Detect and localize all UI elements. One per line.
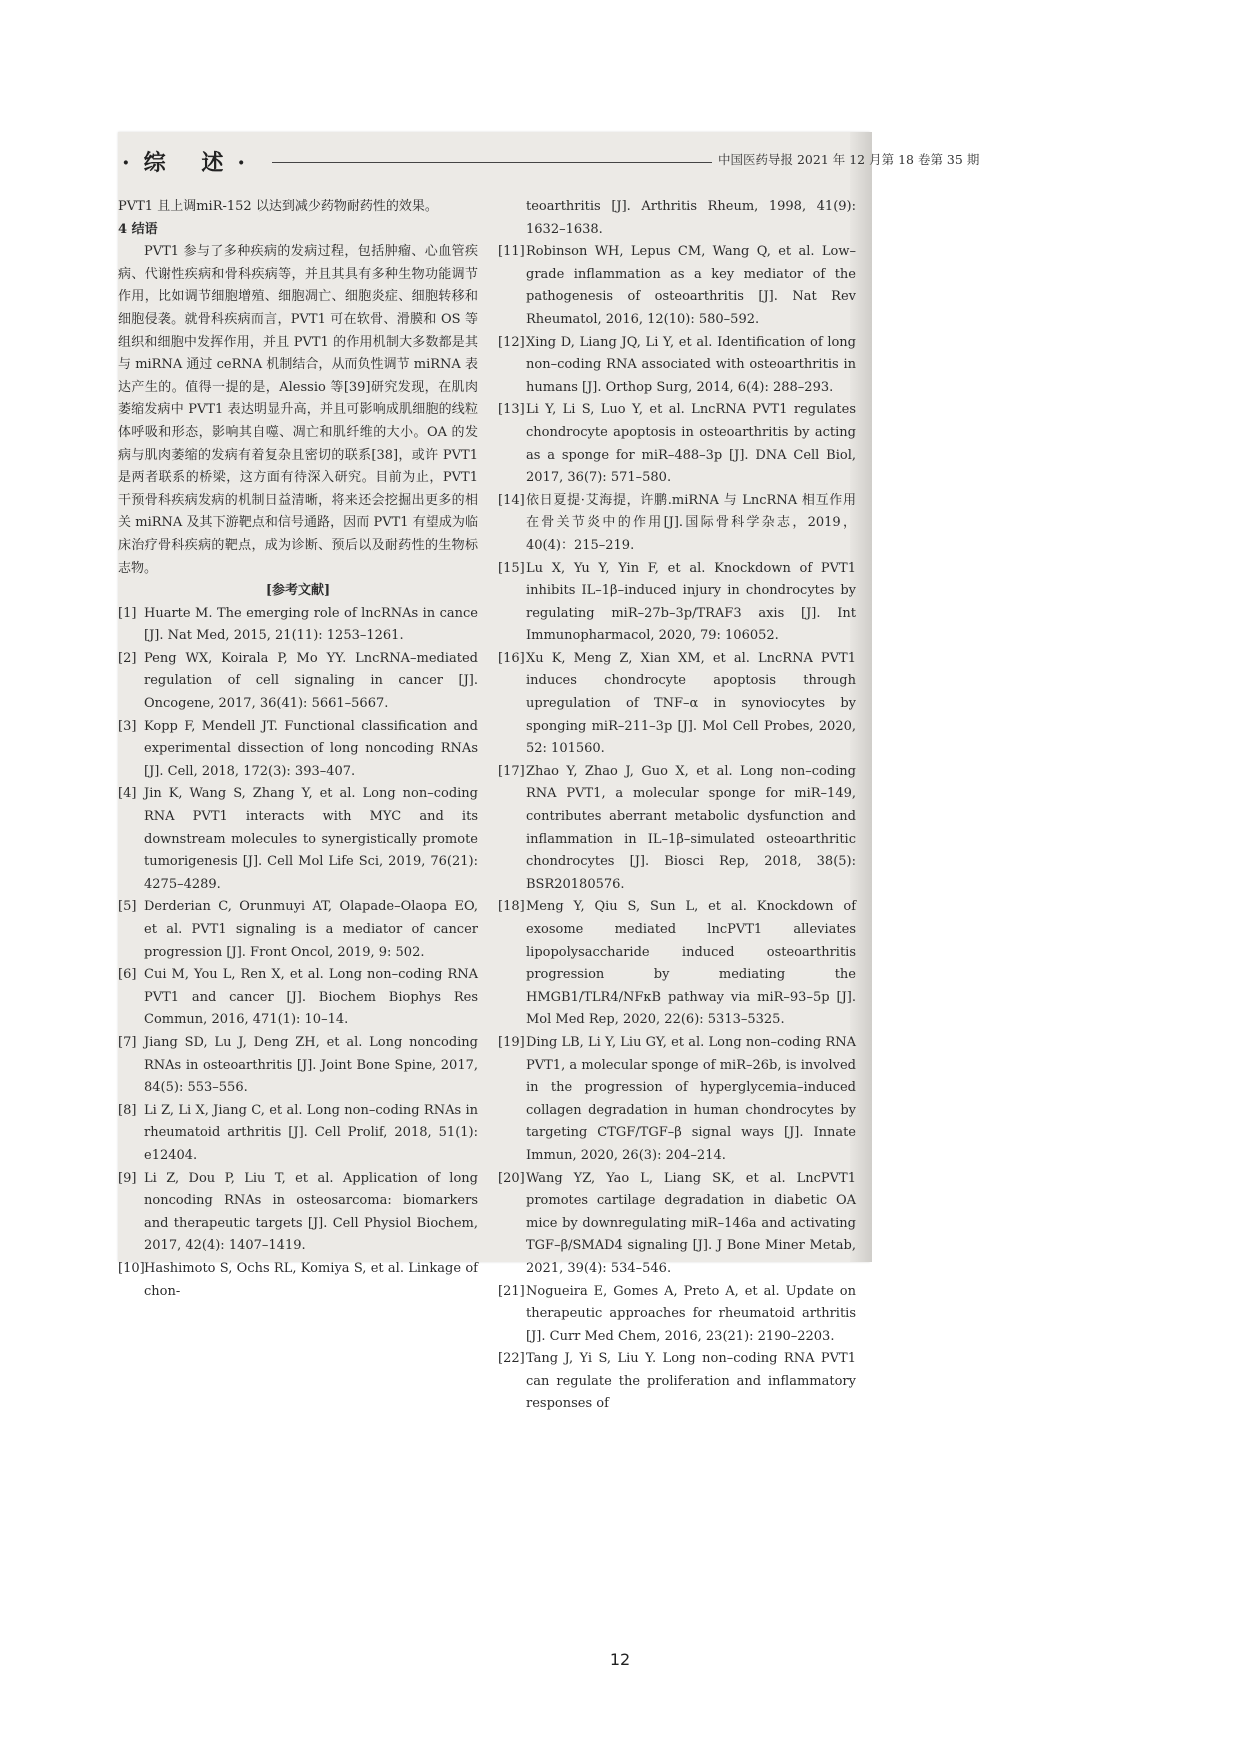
page-number: 12 bbox=[609, 1650, 631, 1669]
reference-text: Xu K, Meng Z, Xian XM, et al. LncRNA PVT1 induces chondrocyte apoptosis through upregulation of TNF–α in synoviocytes by sponging miR–211–3p [J]. Mol Cell Probes, 2020, 52: 101560. bbox=[526, 650, 856, 757]
reference-text: Jin K, Wang S, Zhang Y, et al. Long non–coding RNA PVT1 interacts with MYC and its downstream molecules to synergistically promote tumorigenesis [J]. Cell Mol Life Sci, 2019, 76(21): 4275–4289. bbox=[144, 786, 478, 892]
reference-item bbox=[498, 1281, 856, 1349]
references-title: [参考文献] bbox=[265, 583, 331, 599]
reference-item bbox=[498, 558, 856, 648]
reference-item bbox=[498, 1348, 856, 1416]
reference-continuation: teoarthritis [J]. Arthritis Rheum, 1998, 41(9): 1632–1638. bbox=[526, 199, 856, 237]
reference-text: Robinson WH, Lepus CM, Wang Q, et al. Low–grade inflammation as a key mediator of the pathogenesis of osteoarthritis [J]. Nat Rev Rheumatol, 2016, 12(10): 580–592. bbox=[526, 244, 856, 327]
reference-number: [9] bbox=[118, 1170, 137, 1186]
reference-item bbox=[498, 399, 856, 489]
reference-number: [12] bbox=[498, 334, 525, 350]
reference-text: Wang YZ, Yao L, Liang SK, et al. LncPVT1 promotes cartilage degradation in diabetic OA mice by downregulating miR–146a and activating TGF–β/SMAD4 signaling [J]. J Bone Miner Metab, 2021, 39(4): 534–546. bbox=[526, 1170, 856, 1276]
reference-item bbox=[118, 1168, 478, 1258]
reference-number: [8] bbox=[118, 1102, 137, 1118]
reference-text: Peng WX, Koirala P, Mo YY. LncRNA–mediated regulation of cell signaling in cancer [J]. Oncogene, 2017, 36(41): 5661–5667. bbox=[144, 650, 478, 712]
reference-number: [15] bbox=[498, 560, 525, 576]
reference-item bbox=[498, 1168, 856, 1281]
reference-item bbox=[498, 761, 856, 897]
reference-list-left bbox=[118, 603, 478, 1303]
reference-item bbox=[498, 896, 856, 1032]
reference-text: Derderian C, Orunmuyi AT, Olapade–Olaopa EO, et al. PVT1 signaling is a mediator of cancer progression [J]. Front Oncol, 2019, 9: 502. bbox=[144, 899, 478, 960]
reference-text: Ding LB, Li Y, Liu GY, et al. Long non–coding RNA PVT1, a molecular sponge of miR–26b, is involved in the progression of hyperglycemia–induced collagen degradation in human chondrocytes by targeting CTGF/TGF–β signal ways [J]. Innate Immun, 2020, 26(3): 204–214. bbox=[526, 1034, 856, 1163]
reference-item bbox=[498, 1032, 856, 1168]
reference-text: 依日夏提·艾海提，许鹏.miRNA 与 LncRNA 相互作用在骨关节炎中的作用[J].国际骨科学杂志，2019，40(4)：215–219. bbox=[526, 492, 856, 553]
reference-text: Kopp F, Mendell JT. Functional classification and experimental dissection of long noncoding RNAs [J]. Cell, 2018, 172(3): 393–407. bbox=[144, 718, 478, 779]
reference-item bbox=[118, 1032, 478, 1100]
reference-item bbox=[498, 241, 856, 331]
reference-item bbox=[118, 648, 478, 716]
reference-text: Nogueira E, Gomes A, Preto A, et al. Update on therapeutic approaches for rheumatoid arthritis [J]. Curr Med Chem, 2016, 23(21): 2190–2203. bbox=[526, 1283, 856, 1344]
reference-text: Meng Y, Qiu S, Sun L, et al. Knockdown of exosome mediated lncPVT1 alleviates lipopolysaccharide induced osteoarthritis progression by mediating the HMGB1/TLR4/NFκB pathway via miR–93–5p [J]. Mol Med Rep, 2020, 22(6): 5313–5325. bbox=[526, 899, 856, 1028]
reference-number: [21] bbox=[498, 1283, 525, 1299]
journal-info: 中国医药导报 2021 年 12 月第 18 卷第 35 期 bbox=[718, 152, 980, 167]
reference-text: Li Z, Li X, Jiang C, et al. Long non–coding RNAs in rheumatoid arthritis [J]. Cell Prolif, 2018, 51(1): e12404. bbox=[144, 1102, 478, 1163]
reference-number: [3] bbox=[118, 718, 137, 734]
reference-number: [11] bbox=[498, 244, 525, 260]
reference-text: Cui M, You L, Ren X, et al. Long non–coding RNA PVT1 and cancer [J]. Biochem Biophys Res Commun, 2016, 471(1): 10–14. bbox=[144, 967, 478, 1028]
reference-number: [19] bbox=[498, 1034, 525, 1050]
reference-item bbox=[118, 603, 478, 648]
left-column bbox=[118, 196, 478, 1303]
intro-line: PVT1 且上调miR-152 以达到减少药物耐药性的效果。 bbox=[118, 199, 438, 214]
reference-item bbox=[118, 716, 478, 784]
reference-number: [6] bbox=[118, 967, 137, 983]
section-heading: 4 结语 bbox=[118, 221, 158, 237]
section-title: ·综 述· bbox=[122, 150, 259, 176]
page-header bbox=[122, 146, 980, 178]
reference-number: [5] bbox=[118, 899, 137, 915]
header-rule bbox=[272, 162, 712, 163]
reference-item bbox=[118, 783, 478, 896]
reference-text: Hashimoto S, Ochs RL, Komiya S, et al. Linkage of chon- bbox=[144, 1260, 478, 1299]
right-column bbox=[498, 196, 856, 1416]
reference-number: [20] bbox=[498, 1170, 525, 1186]
conclusion-paragraph: PVT1 参与了多种疾病的发病过程，包括肿瘤、心血管疾病、代谢性疾病和骨科疾病等，并且其具有多种生物功能调节作用，比如调节细胞增殖、细胞凋亡、细胞炎症、细胞转移和细胞侵袭。就骨科疾病而言，PVT1 可在软骨、滑膜和 OS 等组织和细胞中发挥作用，并且 PVT1 的作用机制大多数都是其与 miRNA 通过 ceRNA 机制结合，从而负性调节 miRNA 表达产生的。值得一提的是，Alessio 等[39]研究发现，在肌肉萎缩发病中 PVT1 表达明显升高，并且可影响成肌细胞的线粒体呼吸和形态，影响其自噬、凋亡和肌纤维的大小。OA 的发病与肌肉萎缩的发病有着复杂且密切的联系[38]，或许 PVT1 是两者联系的桥梁，这方面有待深入研究。目前为止，PVT1 干预骨科疾病发病的机制日益清晰，将来还会挖掘出更多的相关 miRNA 及其下游靶点和信号通路，因而 PVT1 有望成为临床治疗骨科疾病的靶点，成为诊断、预后以及耐药性的生物标志物。 bbox=[118, 244, 478, 576]
reference-item bbox=[118, 1100, 478, 1168]
reference-text: Li Z, Dou P, Liu T, et al. Application of long noncoding RNAs in osteosarcoma: biomarkers and therapeutic targets [J]. Cell Physiol Biochem, 2017, 42(4): 1407–1419. bbox=[144, 1170, 478, 1254]
reference-number: [2] bbox=[118, 650, 137, 666]
reference-text: Huarte M. The emerging role of lncRNAs in cance [J]. Nat Med, 2015, 21(11): 1253–1261. bbox=[144, 605, 478, 644]
reference-item bbox=[498, 490, 856, 558]
reference-text: Lu X, Yu Y, Yin F, et al. Knockdown of PVT1 inhibits IL–1β–induced injury in chondrocytes by regulating miR–27b–3p/TRAF3 axis [J]. Int Immunopharmacol, 2020, 79: 106052. bbox=[526, 560, 856, 644]
reference-text: Li Y, Li S, Luo Y, et al. LncRNA PVT1 regulates chondrocyte apoptosis in osteoarthritis by acting as a sponge for miR–488–3p [J]. DNA Cell Biol, 2017, 36(7): 571–580. bbox=[526, 402, 856, 486]
reference-number: [4] bbox=[118, 786, 137, 802]
reference-text: Zhao Y, Zhao J, Guo X, et al. Long non–coding RNA PVT1, a molecular sponge for miR–149, contributes aberrant metabolic dysfunction and inflammation in IL–1β–simulated osteoarthritic chondrocytes [J]. Biosci Rep, 2018, 38(5): BSR20180576. bbox=[526, 763, 856, 892]
reference-number: [10] bbox=[118, 1260, 145, 1276]
reference-number: [13] bbox=[498, 402, 525, 418]
reference-number: [17] bbox=[498, 763, 525, 779]
reference-text: Xing D, Liang JQ, Li Y, et al. Identification of long non–coding RNA associated with osteoarthritis in humans [J]. Orthop Surg, 2014, 6(4): 288–293. bbox=[526, 334, 856, 395]
reference-number: [16] bbox=[498, 650, 525, 666]
reference-number: [14] bbox=[498, 492, 525, 508]
reference-number: [22] bbox=[498, 1351, 525, 1367]
reference-item bbox=[498, 648, 856, 761]
reference-item bbox=[118, 896, 478, 964]
reference-number: [1] bbox=[118, 605, 137, 621]
reference-number: [7] bbox=[118, 1034, 137, 1050]
reference-text: Tang J, Yi S, Liu Y. Long non–coding RNA PVT1 can regulate the proliferation and inflammatory responses of bbox=[526, 1351, 856, 1412]
reference-item bbox=[118, 1258, 478, 1303]
reference-text: Jiang SD, Lu J, Deng ZH, et al. Long noncoding RNAs in osteoarthritis [J]. Joint Bone Spine, 2017, 84(5): 553–556. bbox=[144, 1034, 478, 1096]
reference-item bbox=[498, 332, 856, 400]
reference-number: [18] bbox=[498, 899, 525, 915]
reference-list-right bbox=[498, 241, 856, 1416]
reference-item bbox=[118, 964, 478, 1032]
